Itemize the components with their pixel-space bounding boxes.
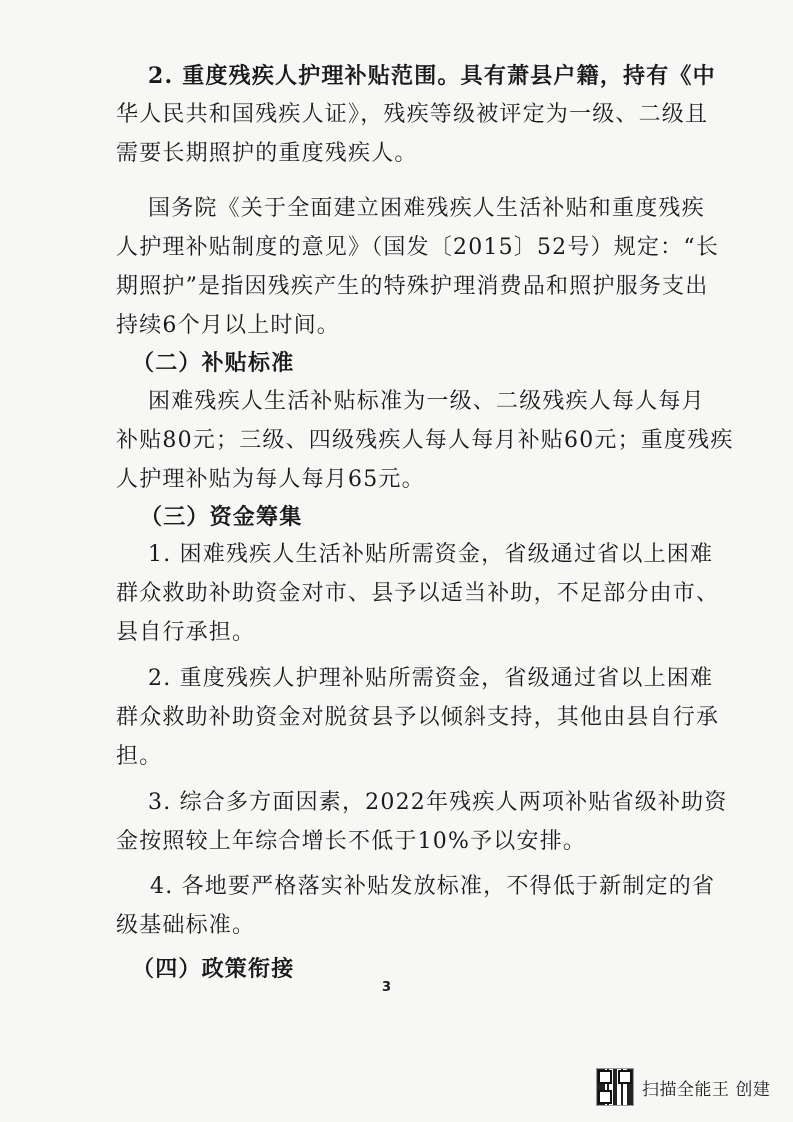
text-line: 级基础标准。 bbox=[116, 913, 256, 938]
qr-code-icon bbox=[596, 1068, 634, 1106]
section-heading: （二）补贴标准 bbox=[132, 350, 295, 376]
text-line: 3. 综合多方面因素，2022年残疾人两项补贴省级补助资 bbox=[148, 790, 728, 815]
watermark-text: 扫描全能王 创建 bbox=[642, 1079, 771, 1100]
scanner-watermark bbox=[596, 1068, 770, 1106]
text-line: 需要长期照护的重度残疾人。 bbox=[116, 141, 418, 166]
text-line: 持续6个月以上时间。 bbox=[116, 313, 340, 338]
text-line: 国务院《关于全面建立困难残疾人生活补贴和重度残疾 bbox=[148, 196, 705, 221]
text-line: 华人民共和国残疾人证》，残疾等级被评定为一级、二级且 bbox=[116, 102, 709, 127]
page-number: 3 bbox=[382, 980, 392, 995]
text-line: 期照护”是指因残疾产生的特殊护理消费品和照护服务支出 bbox=[116, 274, 709, 299]
text-line: 群众救助补助资金对脱贫县予以倾斜支持，其他由县自行承 bbox=[116, 705, 720, 730]
text-line: 2. 重度残疾人护理补贴范围。具有萧县户籍，持有《中 bbox=[148, 63, 716, 89]
text-line: 县自行承担。 bbox=[116, 620, 256, 645]
text-line: 担。 bbox=[116, 744, 163, 769]
text-line: 2. 重度残疾人护理补贴所需资金，省级通过省以上困难 bbox=[148, 666, 714, 691]
section-heading: （三）资金筹集 bbox=[140, 504, 303, 530]
text-line: 金按照较上年综合增长不低于10%予以安排。 bbox=[116, 829, 587, 854]
text-line: 4. 各地要严格落实补贴发放标准，不得低于新制定的省 bbox=[150, 874, 716, 899]
text-line: 群众救助补助资金对市、县予以适当补助，不足部分由市、 bbox=[116, 581, 720, 606]
text-line: 人护理补贴制度的意见》（国发〔2015〕52号）规定：“长 bbox=[116, 235, 720, 260]
text-line: 困难残疾人生活补贴标准为一级、二级残疾人每人每月 bbox=[148, 389, 705, 414]
section-heading: （四）政策衔接 bbox=[132, 956, 295, 982]
text-line: 补贴80元；三级、四级残疾人每人每月补贴60元；重度残疾 bbox=[116, 428, 734, 453]
text-line: 人护理补贴为每人每月65元。 bbox=[116, 467, 425, 492]
text-line: 1. 困难残疾人生活补贴所需资金，省级通过省以上困难 bbox=[148, 542, 714, 567]
